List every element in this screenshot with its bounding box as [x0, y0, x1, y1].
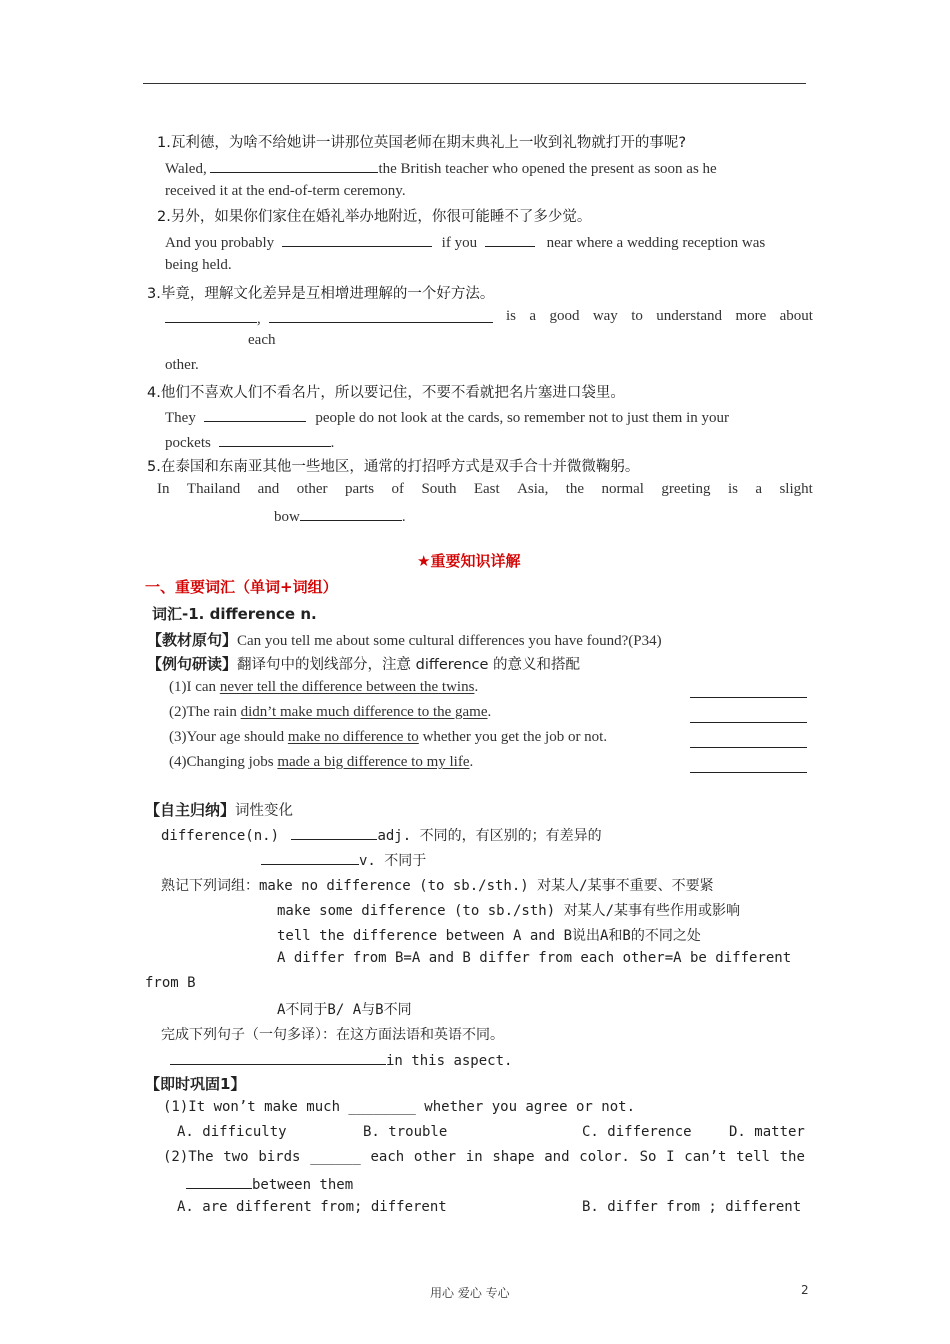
exercise-2-word: birds — [258, 1149, 301, 1165]
exercise-2-word: shape — [492, 1149, 535, 1165]
q5-word: In — [157, 481, 170, 497]
exercise-1-option-d[interactable]: D. matter — [729, 1124, 805, 1140]
q4-chinese: 4.他们不喜欢人们不看名片，所以要记住，不要不看就把名片塞进口袋里。 — [147, 385, 625, 401]
phrase-line-2: make some difference (to sb./sth) 对某人/某事有些作用或影响 — [277, 903, 741, 919]
q3-word: about — [779, 308, 813, 324]
q5-word: normal — [601, 481, 644, 497]
phrase-line-1 — [161, 875, 714, 895]
q3-word: way — [592, 308, 618, 324]
exercise-2-word: other — [413, 1149, 457, 1165]
exercise-2-word: in — [465, 1149, 483, 1165]
q2-blank-1[interactable] — [282, 232, 432, 247]
q3-comma: , — [257, 311, 261, 327]
q5-word: East — [473, 481, 500, 497]
q2-chinese: 2.另外，如果你们家住在婚礼举办地附近，你很可能睡不了多少觉。 — [157, 209, 592, 225]
consolidate-label: 【即时巩固1】 — [145, 1075, 246, 1093]
example-text: . — [487, 704, 492, 720]
phrase-line-4: A differ from B=A and B differ from each other=A be different — [277, 950, 792, 966]
q2-text-b: if you — [441, 235, 478, 251]
example-sentence-2 — [169, 704, 491, 721]
memo-label: 熟记下列词组： — [161, 878, 259, 894]
q5-chinese: 5.在泰国和东南亚其他一些地区，通常的打招呼方式是双手合十并微微鞠躬。 — [147, 459, 640, 475]
q5-english-line2 — [274, 506, 406, 526]
word-form-adj: adj. 不同的，有区别的；有差异的 — [377, 828, 602, 844]
verb-blank[interactable] — [261, 850, 359, 865]
example-sentence-4 — [169, 754, 473, 771]
q4-text-d: . — [330, 435, 335, 451]
footer-slogan: 用心 爱心 专心 — [430, 1286, 510, 1300]
example-underlined: didn’t make much difference to the game — [240, 704, 488, 720]
textbook-text: Can you tell me about some cultural differences you have found?(P34) — [237, 633, 662, 649]
answer-blank-2[interactable] — [690, 722, 807, 723]
q2-english-line1 — [165, 232, 765, 252]
phrase-text: the difference between A and B说出A和B的不同之处 — [310, 928, 701, 944]
q2-english-line2: being held. — [165, 257, 232, 273]
complete-sentence — [170, 1050, 512, 1069]
q4-text-a: They — [165, 410, 196, 426]
exercise-2-text: between them — [252, 1177, 354, 1193]
exercise-2-word: and — [544, 1149, 570, 1165]
q3-english-line1 — [506, 308, 813, 325]
exercise-2-word: So — [639, 1149, 657, 1165]
exercise-2-line2 — [186, 1174, 353, 1193]
q5-word: a — [755, 481, 763, 497]
example-sentence-3 — [169, 729, 607, 746]
page-number: 2 — [801, 1283, 809, 1297]
q3-word: understand — [656, 308, 723, 324]
phrase-line-3 — [277, 925, 701, 945]
exercise-2-word: ______ — [310, 1149, 361, 1165]
q3-word: good — [549, 308, 580, 324]
q1-chinese: 1.瓦利德，为啥不给她讲一讲那位英国老师在期末典礼上一收到礼物就打开的事呢? — [157, 135, 687, 151]
textbook-label: 【教材原句】 — [147, 631, 238, 649]
q2-blank-2[interactable] — [485, 232, 535, 247]
q5-text-c: . — [401, 509, 406, 525]
q1-blank[interactable] — [210, 158, 378, 173]
word-form-line-1 — [161, 825, 602, 845]
q2-text-c: near where a wedding reception was — [546, 235, 766, 251]
q3-chinese: 3.毕竟，理解文化差异是互相增进理解的一个好方法。 — [147, 286, 495, 302]
adj-blank[interactable] — [291, 825, 377, 840]
exercise-2-word: I — [666, 1149, 675, 1165]
example-instruction — [147, 653, 580, 674]
q4-text-b: people do not look at the cards, so remember not to just them in your — [315, 410, 729, 426]
q5-word: South — [421, 481, 457, 497]
q4-blank-1[interactable] — [204, 407, 306, 422]
example-text: . — [474, 679, 479, 695]
q5-word: parts — [344, 481, 375, 497]
exercise-2-word: color. — [579, 1149, 630, 1165]
example-underlined: never tell the difference between the twins — [219, 679, 475, 695]
summary-heading — [145, 799, 293, 820]
q4-english-line2 — [165, 432, 334, 452]
exercise-2-word: each — [370, 1149, 405, 1165]
section-heading: 一、重要词汇（单词+词组） — [145, 578, 338, 596]
vocab-title: 词汇-1. difference n. — [152, 605, 317, 623]
example-underlined: make no difference to — [287, 729, 419, 745]
phrase-text: tell — [277, 928, 311, 944]
q1-english-line1 — [165, 158, 717, 178]
summary-text: 词性变化 — [235, 803, 294, 819]
section-title: ★重要知识详解 — [417, 552, 521, 570]
exercise-2-option-b[interactable]: B. differ from ; different — [582, 1199, 802, 1215]
q5-word: of — [391, 481, 405, 497]
q3-word: to — [631, 308, 643, 324]
example-text: . — [469, 754, 474, 770]
example-text: whether you get the job or not. — [418, 729, 608, 745]
example-text: (1)I can — [169, 679, 220, 695]
q4-blank-2[interactable] — [219, 432, 331, 447]
complete-text: this aspect. — [411, 1053, 513, 1069]
q5-word: other — [296, 481, 328, 497]
header-rule — [143, 83, 806, 84]
q5-text-b: bow — [274, 509, 300, 525]
q2-text-a: And you probably — [165, 235, 275, 251]
exercise-1-option-a[interactable]: A. difficulty — [177, 1124, 287, 1140]
answer-blank-1[interactable] — [690, 697, 807, 698]
q1-text-a: Waled, — [165, 161, 207, 177]
answer-blank-4[interactable] — [690, 772, 807, 773]
q5-english-line1 — [157, 481, 813, 498]
q3-english-line3: other. — [165, 357, 199, 373]
q3-english-line2: each — [248, 332, 276, 348]
q5-word: the — [565, 481, 585, 497]
exercise-2-blank[interactable] — [186, 1174, 252, 1189]
example-label: 【例句研读】 — [147, 655, 238, 673]
phrase-line-5: A不同于B/ A与B不同 — [277, 1002, 412, 1018]
q5-word: Thailand — [186, 481, 241, 497]
exercise-1-option-c[interactable]: C. difference — [582, 1124, 692, 1140]
exercise-2-option-a[interactable]: A. are different from; different — [177, 1199, 447, 1215]
word-form-verb: v. 不同于 — [359, 853, 427, 869]
example-text: (2)The rain — [169, 704, 241, 720]
q5-word: Asia, — [517, 481, 549, 497]
exercise-1-option-b[interactable]: B. trouble — [363, 1124, 448, 1140]
exercise-2-word: (2)The — [163, 1149, 214, 1165]
word-form-noun: difference(n.) — [161, 828, 280, 844]
q4-english-line1 — [165, 407, 729, 427]
complete-blank[interactable] — [170, 1050, 386, 1065]
example-text: 翻译句中的划线部分，注意 difference 的意义和搭配 — [237, 657, 581, 673]
example-underlined: made a big difference to my life — [277, 754, 470, 770]
q5-blank[interactable] — [300, 506, 402, 521]
exercise-2-word: the — [779, 1149, 805, 1165]
answer-blank-3[interactable] — [690, 747, 807, 748]
q3-blanks — [165, 308, 493, 328]
q4-text-c: pockets — [165, 435, 211, 451]
q5-word: is — [727, 481, 738, 497]
word-form-line-2 — [261, 850, 426, 870]
exercise-2-word: two — [223, 1149, 249, 1165]
q3-word: is — [506, 308, 517, 324]
textbook-sentence — [147, 629, 662, 650]
q1-english-line2: received it at the end-of-term ceremony. — [165, 183, 406, 199]
exercise-2-word: tell — [736, 1149, 770, 1165]
q5-word: slight — [779, 481, 813, 497]
q3-word: a — [529, 308, 537, 324]
example-sentence-1 — [169, 679, 478, 696]
q5-word: greeting — [661, 481, 711, 497]
exercise-2 — [163, 1149, 805, 1165]
q5-word: and — [257, 481, 280, 497]
phrase-line-4-cont: from B — [145, 975, 196, 991]
phrase-text: make no difference (to sb./sth.) 对某人/某事不重要、不要紧 — [259, 878, 714, 894]
example-text: (4)Changing jobs — [169, 754, 278, 770]
example-text: (3)Your age should — [169, 729, 288, 745]
q1-text-b: the British teacher who opened the present as soon as he — [378, 161, 717, 177]
complete-instruction: 完成下列句子（一句多译）：在这方面法语和英语不同。 — [161, 1027, 504, 1043]
complete-text: in — [386, 1053, 403, 1069]
exercise-1: (1)It won’t make much ________ whether you agree or not. — [163, 1099, 636, 1115]
exercise-2-word: can’t — [684, 1149, 727, 1165]
summary-label: 【自主归纳】 — [145, 801, 236, 819]
q3-blank-2[interactable] — [269, 308, 493, 323]
q3-word: more — [735, 308, 767, 324]
q3-blank-1[interactable] — [165, 308, 257, 323]
